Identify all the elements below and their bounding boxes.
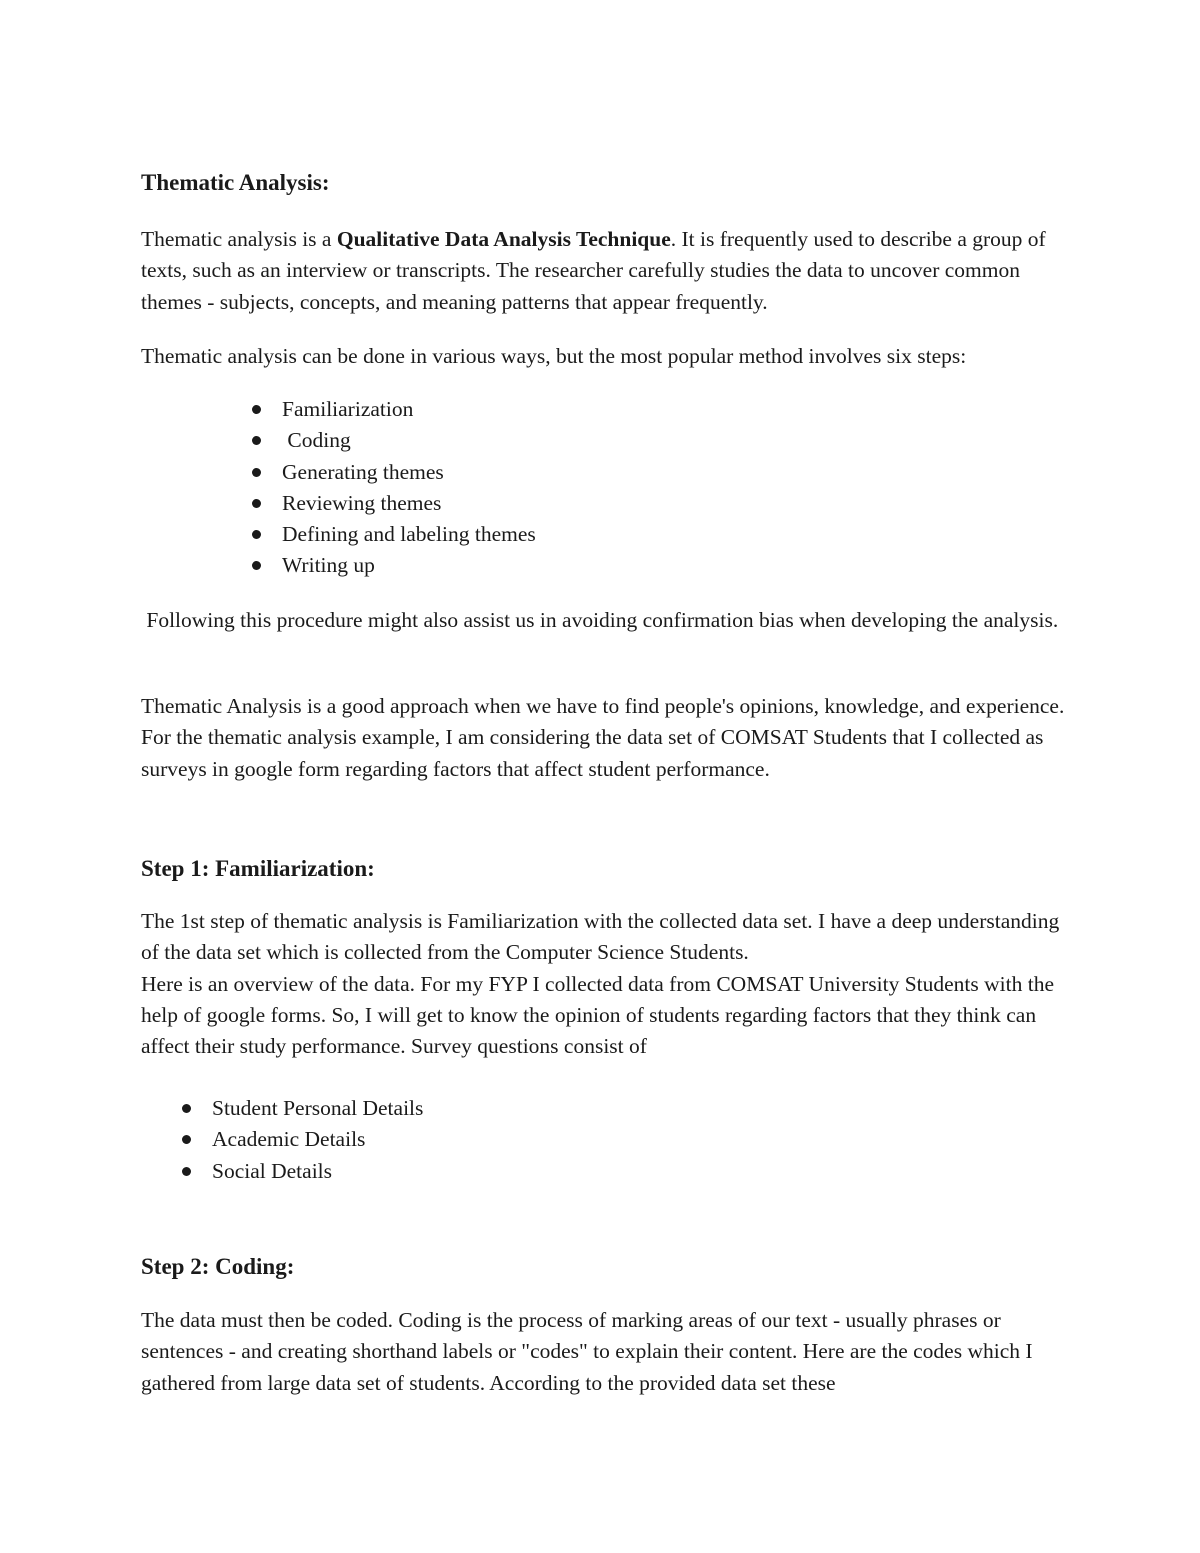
list-item <box>212 1124 423 1155</box>
bullet-icon <box>252 405 261 414</box>
bullet-icon <box>182 1135 191 1144</box>
list-item <box>282 394 536 425</box>
bullet-icon <box>252 468 261 477</box>
intro-bold-term: Qualitative Data Analysis Technique <box>336 227 671 251</box>
list-item <box>212 1156 423 1187</box>
methods-intro-paragraph: Thematic analysis can be done in various ways, but the most popular method involves six steps: <box>141 344 967 368</box>
bullet-icon <box>182 1167 191 1176</box>
step1-line1: The 1st step of thematic analysis is Familiarization with the collected data set. I have a deep understanding of the data set which is collected from the Computer Science Students. <box>141 909 1060 965</box>
intro-text-after: . It is frequently used to describe a group of texts, such as an interview or transcripts. The researcher carefully studies the data to uncover common themes - subjects, concepts, and meaning patterns that appear frequently. <box>141 227 1046 314</box>
list-item <box>212 1093 423 1124</box>
bullet-icon <box>182 1104 191 1113</box>
list-item <box>282 519 536 550</box>
bullet-icon <box>252 499 261 508</box>
step2-paragraph: The data must then be coded. Coding is the process of marking areas of our text - usually phrases or sentences - and creating shorthand labels or "codes" to explain their content. Here are the codes which I gathered from large data set of students. According to the provided data set these <box>141 1308 1033 1395</box>
step1-heading: Step 1: Familiarization: <box>141 856 375 881</box>
list-item <box>282 550 536 581</box>
list-item <box>282 488 536 519</box>
procedure-note-paragraph: Following this procedure might also assist us in avoiding confirmation bias when developing the analysis. <box>141 608 1059 632</box>
approach-paragraph: Thematic Analysis is a good approach when we have to find people's opinions, knowledge, and experience. For the thematic analysis example, I am considering the data set of COMSAT Students that I collected as surveys in google form regarding factors that affect student performance. <box>141 694 1065 781</box>
list-item-label: Coding <box>282 428 351 453</box>
step1-line2: Here is an overview of the data. For my FYP I collected data from COMSAT University Students with the help of google forms. So, I will get to know the opinion of students regarding factors that they think can affect their study performance. Survey questions consist of <box>141 971 1054 1059</box>
intro-paragraph <box>141 224 1066 318</box>
document-title: Thematic Analysis: <box>141 170 330 195</box>
list-item-label: Student Personal Details <box>212 1096 424 1120</box>
list-item-label: Familiarization <box>282 397 414 421</box>
six-steps-list <box>282 394 536 582</box>
step2-heading: Step 2: Coding: <box>141 1254 295 1279</box>
bullet-icon <box>252 561 261 570</box>
list-item-label: Generating themes <box>282 459 444 484</box>
list-item-label: Academic Details <box>212 1127 366 1152</box>
list-item <box>282 457 536 488</box>
list-item <box>282 425 536 456</box>
list-item-label: Defining and labeling themes <box>282 522 536 547</box>
bullet-icon <box>252 436 261 445</box>
list-item-label: Reviewing themes <box>282 490 442 515</box>
step1-paragraph <box>141 906 1066 1062</box>
list-item-label: Social Details <box>212 1158 333 1183</box>
bullet-icon <box>252 530 261 539</box>
intro-text-before: Thematic analysis is a <box>141 227 337 251</box>
list-item-label: Writing up <box>282 553 375 578</box>
survey-questions-list <box>212 1093 423 1187</box>
